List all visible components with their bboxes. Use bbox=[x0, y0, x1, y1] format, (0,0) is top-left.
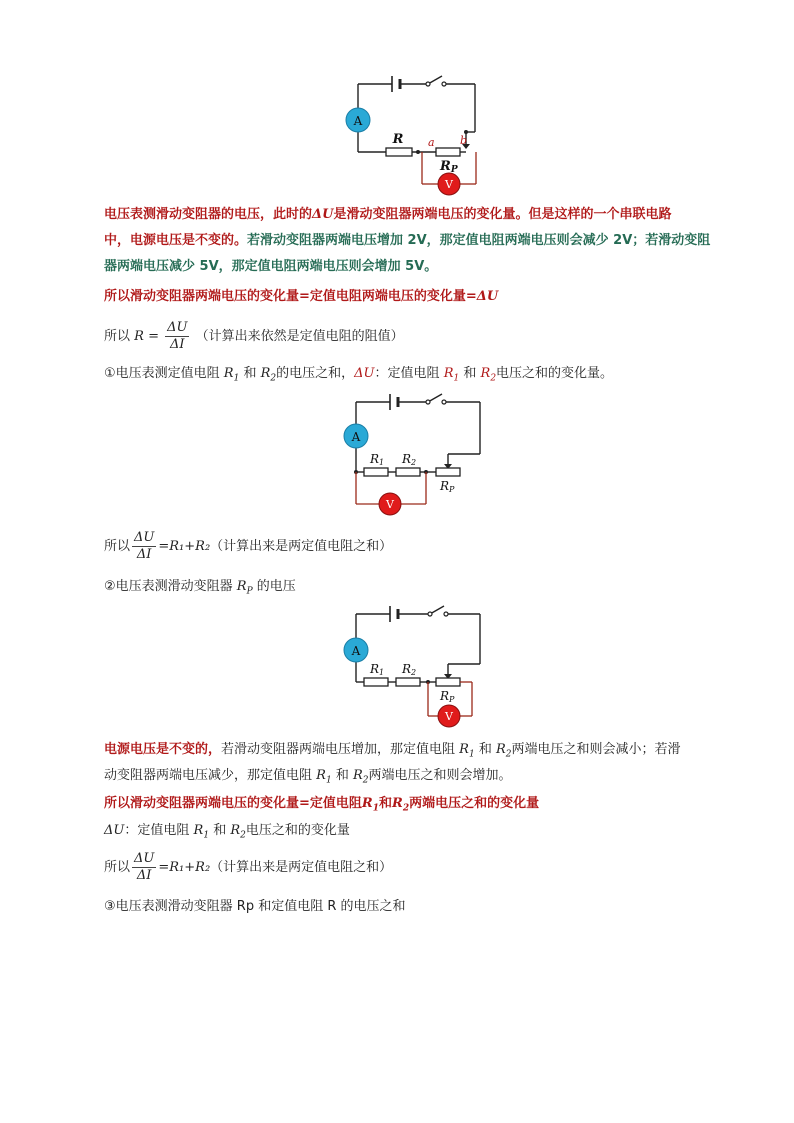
switch-contacts bbox=[426, 82, 446, 86]
para4: 所以滑动变阻器两端电压的变化量=定值电阻$R_1$和$R_2$两端电压之和的变化量 bbox=[104, 796, 540, 814]
para1-line2: 中，电源电压是不变的。若滑动变阻器两端电压增加 2V，那定值电阻两端电压则会减少 2V；若滑动变阻 bbox=[104, 233, 711, 248]
formula3: 所以 $\frac{\Delta U}{\Delta I}$ =R₁+R₂（计算出来是两定值电阻之和） bbox=[104, 851, 393, 883]
rp-label: RP bbox=[440, 689, 455, 704]
formula1: 所以 R = $\frac{\Delta U}{\Delta I}$ （计算出来依然是定值电阻的阻值） bbox=[104, 320, 404, 352]
rp-label: RP bbox=[440, 479, 455, 494]
fraction-du-di: $\frac{\Delta U}{\Delta I}$ bbox=[134, 851, 155, 883]
para3-line1: 电源电压是不变的，若滑动变阻器两端电压增加，那定值电阻 $R_1$ 和 $R_2$两端电压之和则会减小；若滑 bbox=[104, 742, 681, 760]
voltmeter-label: V bbox=[445, 710, 453, 723]
case3-title: ③电压表测滑动变阻器 Rp 和定值电阻 R 的电压之和 bbox=[104, 899, 406, 914]
resistor-r2 bbox=[396, 468, 420, 476]
para3-line2: 动变阻器两端电压减少，那定值电阻 $R_1$ 和 $R_2$两端电压之和则会增加。 bbox=[104, 768, 512, 786]
resistor-label: R bbox=[392, 132, 404, 147]
para1-line3: 器两端电压减少 5V，那定值电阻两端电压则会增加 5V。 bbox=[104, 259, 438, 274]
r1-label: R1 bbox=[370, 662, 385, 677]
ammeter-label: A bbox=[351, 430, 361, 444]
rheostat-rp bbox=[436, 468, 460, 476]
r2-label: R2 bbox=[402, 452, 417, 467]
para2: 所以滑动变阻器两端电压的变化量=定值电阻两端电压的变化量=ΔU bbox=[104, 289, 499, 304]
formula2: 所以 $\frac{\Delta U}{\Delta I}$ =R₁+R₂（计算出来是两定值电阻之和） bbox=[104, 530, 393, 562]
para5: ΔU：定值电阻 $R_1$ 和 $R_2$电压之和的变化量 bbox=[104, 823, 350, 841]
circuit-diagram-3 bbox=[338, 602, 488, 730]
resistor-r1 bbox=[364, 678, 388, 686]
ammeter-label: A bbox=[351, 644, 361, 658]
end-b-label: b bbox=[460, 134, 468, 147]
rheostat-rp bbox=[436, 148, 460, 156]
para1-line1: 电压表测滑动变阻器的电压，此时的ΔU是滑动变阻器两端电压的变化量。但是这样的一个串联电路 bbox=[104, 207, 672, 222]
resistor-r2 bbox=[396, 678, 420, 686]
case2-title: ②电压表测滑动变阻器 $R_P$ 的电压 bbox=[104, 579, 296, 597]
circuit-diagram-2 bbox=[338, 392, 488, 520]
r2-label: R2 bbox=[402, 662, 417, 677]
ammeter-label: A bbox=[353, 114, 363, 128]
voltmeter-label: V bbox=[386, 498, 394, 511]
voltmeter-label: V bbox=[445, 178, 453, 191]
fraction-du-di: $\frac{\Delta U}{\Delta I}$ bbox=[167, 320, 188, 352]
resistor-r1 bbox=[364, 468, 388, 476]
case1-title: ①电压表测定值电阻 $R_1$ 和 $R_2$的电压之和，ΔU：定值电阻 $R_1$ 和 $R_2$电压之和的变化量。 bbox=[104, 366, 614, 384]
rheostat-rp bbox=[436, 678, 460, 686]
resistor-r bbox=[386, 148, 412, 156]
end-a-label: a bbox=[428, 136, 435, 149]
fraction-du-di: $\frac{\Delta U}{\Delta I}$ bbox=[134, 530, 155, 562]
rheostat-label: RP bbox=[440, 159, 458, 175]
r1-label: R1 bbox=[370, 452, 385, 467]
circuit-diagram-1 bbox=[340, 70, 490, 198]
